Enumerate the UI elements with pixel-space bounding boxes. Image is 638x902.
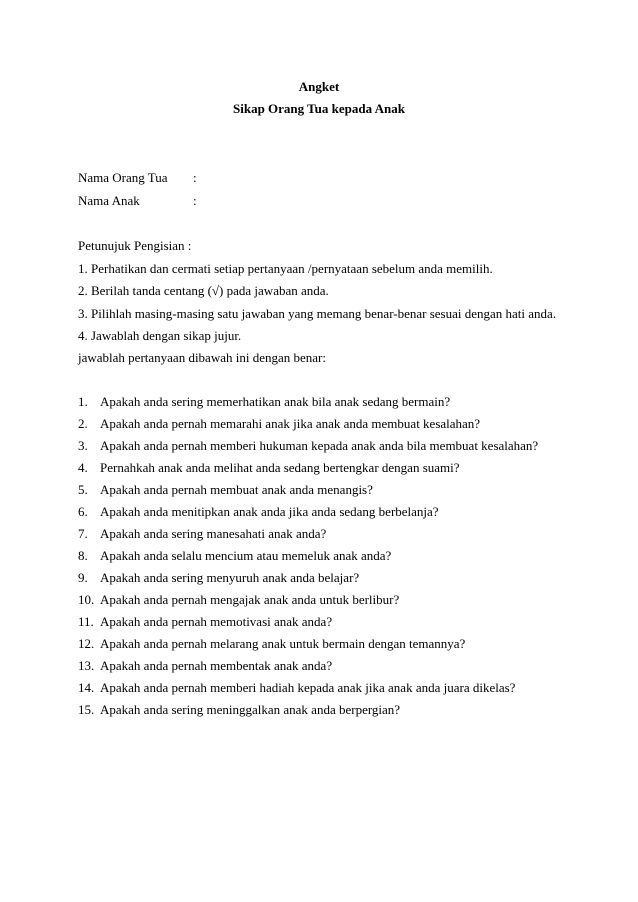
field-label-nama-orang-tua: Nama Orang Tua xyxy=(78,170,168,185)
question-text: Apakah anda selalu mencium atau memeluk anak anda? xyxy=(100,548,392,563)
question-text: Apakah anda menitipkan anak anda jika anda sedang berbelanja? xyxy=(100,504,439,519)
document-title: Angket xyxy=(298,79,340,94)
question-text: Pernahkah anak anda melihat anda sedang bertengkar dengan suami? xyxy=(100,460,460,475)
question-number: 1. xyxy=(78,394,88,409)
question-text: Apakah anda pernah memarahi anak jika anak anda membuat kesalahan? xyxy=(100,416,481,431)
question-text: Apakah anda pernah memberi hadiah kepada anak jika anak anda juara dikelas? xyxy=(100,680,516,695)
question-item xyxy=(78,636,465,652)
question-item xyxy=(78,548,391,564)
question-number: 13. xyxy=(78,658,95,673)
field-colon: : xyxy=(193,170,197,185)
instructions-heading: Petunujuk Pengisian : xyxy=(78,238,192,253)
question-text: Apakah anda pernah membuat anak anda menangis? xyxy=(100,482,373,497)
document-subtitle: Sikap Orang Tua kepada Anak xyxy=(233,101,405,116)
question-item xyxy=(78,438,538,454)
question-text: Apakah anda pernah membentak anak anda? xyxy=(100,658,333,673)
question-number: 12. xyxy=(78,636,95,651)
instruction-item: 1. Perhatikan dan cermati setiap pertanyaan /pernyataan sebelum anda memilih. xyxy=(78,261,493,276)
question-number: 11. xyxy=(78,614,94,629)
question-number: 9. xyxy=(78,570,88,585)
question-item xyxy=(78,482,373,498)
question-text: Apakah anda pernah memberi hukuman kepada anak anda bila membuat kesalahan? xyxy=(100,438,539,453)
field-label-nama-anak: Nama Anak xyxy=(78,193,140,208)
question-text: Apakah anda pernah memotivasi anak anda? xyxy=(100,614,333,629)
question-item xyxy=(78,504,439,520)
question-item xyxy=(78,416,480,432)
question-number: 7. xyxy=(78,526,88,541)
instruction-item: 4. Jawablah dengan sikap jujur. xyxy=(78,328,242,343)
instructions-note: jawablah pertanyaan dibawah ini dengan benar: xyxy=(78,350,326,365)
question-number: 8. xyxy=(78,548,88,563)
question-number: 14. xyxy=(78,680,95,695)
question-number: 5. xyxy=(78,482,88,497)
question-number: 3. xyxy=(78,438,88,453)
question-number: 6. xyxy=(78,504,88,519)
question-item xyxy=(78,702,400,718)
field-colon: : xyxy=(193,193,197,208)
question-number: 10. xyxy=(78,592,95,607)
question-text: Apakah anda sering memerhatikan anak bila anak sedang bermain? xyxy=(100,394,451,409)
question-item xyxy=(78,570,359,586)
question-text: Apakah anda sering manesahati anak anda? xyxy=(100,526,327,541)
question-number: 4. xyxy=(78,460,88,475)
question-text: Apakah anda sering menyuruh anak anda belajar? xyxy=(100,570,360,585)
question-item xyxy=(78,592,399,608)
question-item xyxy=(78,680,515,696)
question-text: Apakah anda pernah mengajak anak anda untuk berlibur? xyxy=(100,592,400,607)
instruction-item: 3. Pilihlah masing-masing satu jawaban yang memang benar-benar sesuai dengan hati anda. xyxy=(78,306,557,321)
question-item xyxy=(78,614,332,630)
question-text: Apakah anda sering meninggalkan anak anda berpergian? xyxy=(100,702,401,717)
question-item xyxy=(78,526,326,542)
question-text: Apakah anda pernah melarang anak untuk bermain dengan temannya? xyxy=(100,636,466,651)
question-item xyxy=(78,394,450,410)
question-number: 15. xyxy=(78,702,95,717)
question-item xyxy=(78,460,460,476)
question-item xyxy=(78,658,332,674)
instruction-item: 2. Berilah tanda centang (√) pada jawaban anda. xyxy=(78,283,329,298)
question-number: 2. xyxy=(78,416,88,431)
